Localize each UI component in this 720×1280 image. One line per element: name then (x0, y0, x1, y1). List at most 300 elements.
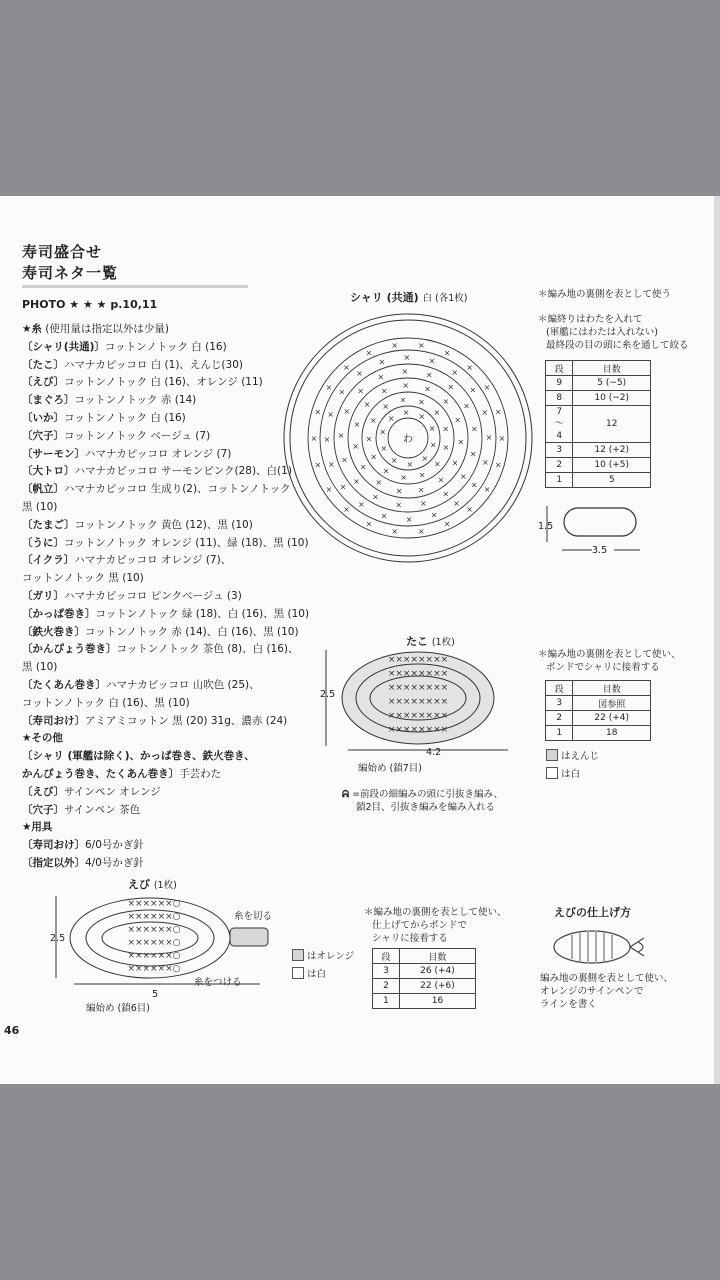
single-crochet-mark: × (375, 478, 383, 488)
ebi-count-table (372, 948, 476, 1009)
material-line (22, 428, 309, 446)
page-number: 46 (4, 1024, 20, 1037)
material-label: 〔えび〕 (22, 376, 65, 389)
ebi-attach-label: 糸をつける (194, 977, 242, 988)
single-crochet-mark: × (498, 434, 506, 443)
tako-chart (318, 648, 518, 758)
table-row (546, 473, 651, 488)
material-label: 〔いか〕 (22, 411, 64, 424)
table-cell: 1 (546, 726, 573, 741)
material-line (22, 588, 309, 606)
material-label: 〔イクラ〕 (22, 554, 75, 567)
single-crochet-mark: × (369, 416, 377, 426)
material-value: コットンノトック 黄色 (12)、黒 (10) (74, 518, 253, 531)
table-row (546, 696, 651, 711)
material-label: 〔シャリ (軍艦は除く)、かっぱ巻き、鉄火巻き、 (22, 750, 255, 763)
title-line-2: 寿司ネタ一覧 (22, 264, 119, 282)
material-line (22, 802, 309, 820)
shari-caption (350, 289, 468, 305)
single-crochet-mark: × (400, 472, 407, 482)
material-line (22, 321, 309, 339)
table-row (373, 964, 476, 979)
single-crochet-mark: × (442, 443, 450, 453)
table-row (546, 443, 651, 458)
single-crochet-mark: × (437, 475, 445, 485)
material-line (22, 499, 309, 517)
single-crochet-mark: × (372, 492, 379, 502)
ebi-caption (128, 876, 177, 892)
table-cell: 26 (+4) (399, 964, 475, 979)
single-crochet-mark: × (482, 457, 489, 467)
table-row (546, 391, 651, 406)
single-crochet-mark: × (391, 340, 398, 350)
table-cell: 図参照 (573, 696, 651, 711)
single-crochet-mark: × (405, 514, 413, 524)
material-line (22, 659, 309, 677)
single-crochet-mark: × (365, 519, 373, 529)
tako-legend (546, 748, 599, 784)
book-page (0, 196, 716, 1084)
material-line (22, 695, 309, 713)
legend-label: は白 (561, 769, 581, 780)
material-label: 〔穴子〕 (22, 429, 64, 442)
table-cell: 2 (546, 711, 573, 726)
single-crochet-mark: × (387, 414, 395, 424)
materials-list (22, 321, 309, 873)
material-label: 〔かんぴょう巻き〕 (22, 643, 117, 656)
material-label: 〔たこ〕 (22, 358, 64, 371)
table-header-cell: 段 (546, 361, 573, 376)
single-crochet-mark: × (353, 419, 361, 429)
material-label: 〔鉄火巻き〕 (22, 625, 85, 638)
material-label: 〔えび〕 (22, 785, 65, 798)
material-label: ★用具 (22, 821, 53, 834)
tako-note-2: ボンドでシャリに接着する (546, 662, 660, 673)
ebi-start-label: 編始め (鎖6目) (86, 1003, 150, 1014)
magic-ring-label: わ (403, 434, 413, 445)
shari-note: 最終段の目の頭に糸を通して絞る (546, 340, 689, 351)
table-header-cell: 目数 (573, 681, 651, 696)
legend-swatch (292, 949, 304, 961)
legend-item (292, 948, 354, 962)
single-crochet-mark: × (457, 437, 465, 447)
tako-symbol-note-1: =前段の細編みの頭に引抜き編み、 (352, 789, 504, 800)
single-crochet-mark: × (359, 462, 367, 472)
material-label: 〔まぐろ〕 (22, 394, 75, 407)
single-crochet-mark: × (434, 459, 441, 469)
single-crochet-mark: × (428, 424, 436, 434)
material-value: ハマナカピッコロ 白 (1)、えんじ(30) (64, 358, 243, 371)
single-crochet-mark: × (390, 456, 398, 466)
single-crochet-mark: × (357, 500, 365, 510)
tako-caption-sub: (1枚) (431, 637, 455, 648)
table-cell: 12 (+2) (573, 443, 651, 458)
table-header-row (546, 361, 651, 376)
material-line (22, 481, 309, 499)
table-cell: 7 〜 4 (546, 406, 573, 443)
single-crochet-mark: × (327, 460, 335, 470)
material-line (22, 819, 309, 837)
stitch-row: ×××××××× (387, 725, 449, 735)
material-label: 〔うに〕 (22, 536, 64, 549)
single-crochet-mark: × (421, 453, 429, 463)
table-row (546, 458, 651, 473)
table-cell: 18 (573, 726, 651, 741)
material-value: 手芸わた (179, 767, 222, 780)
material-value: 4/0号かぎ針 (85, 856, 144, 869)
tako-notes (538, 648, 681, 674)
material-label: 〔たくあん巻き〕 (22, 678, 106, 691)
single-crochet-mark: × (443, 348, 451, 358)
table-header-cell: 段 (546, 681, 573, 696)
ebi-finish-title: えびの仕上げ方 (554, 906, 631, 919)
single-crochet-mark: × (463, 401, 470, 411)
material-line (22, 410, 309, 428)
single-crochet-mark: × (494, 460, 502, 470)
material-value: コットンノトック 白 (16) (104, 340, 227, 353)
table-row (546, 376, 651, 391)
shari-caption-sub: 白 (各1枚) (422, 293, 468, 304)
material-line (22, 837, 309, 855)
shari-note: (軍艦にはわたは入れない) (546, 327, 658, 338)
material-label: 〔穴子〕 (22, 803, 64, 816)
single-crochet-mark: × (442, 396, 450, 406)
single-crochet-mark: × (418, 397, 425, 407)
ebi-caption-text: えび (128, 878, 150, 891)
single-crochet-mark: × (365, 434, 373, 444)
table-header-cell: 目数 (573, 361, 651, 376)
table-cell: 1 (373, 994, 400, 1009)
table-header-cell: 段 (373, 949, 400, 964)
tako-dim-height: 2.5 (320, 689, 336, 700)
single-crochet-mark: × (337, 430, 345, 440)
shari-note: ＊編終りはわたを入れて (538, 314, 643, 325)
shari-notes (538, 288, 689, 352)
material-line (22, 552, 309, 570)
shari-dim-height: 1.5 (538, 521, 554, 532)
material-label: 〔帆立〕 (22, 483, 64, 496)
single-crochet-mark: × (494, 407, 502, 417)
single-crochet-mark: × (343, 505, 350, 515)
table-cell: 1 (546, 473, 573, 488)
stitch-row: ××××××○ (127, 964, 181, 974)
table-header-cell: 目数 (399, 949, 475, 964)
material-line (22, 339, 309, 357)
single-crochet-mark: × (466, 362, 473, 372)
material-value: コットンノトック 緑 (18)、白 (16)、黒 (10) (95, 607, 310, 620)
material-label: 〔たまご〕 (22, 518, 75, 531)
table-cell: 3 (546, 443, 573, 458)
single-crochet-mark: × (447, 382, 455, 392)
single-crochet-mark: × (403, 353, 411, 363)
material-line (22, 713, 309, 731)
book-spine-shadow (714, 196, 720, 1084)
stitch-row: ×××××××× (387, 655, 449, 665)
single-crochet-mark: × (466, 505, 473, 515)
table-cell: 22 (+4) (573, 711, 651, 726)
stitch-row: ××××××○ (127, 925, 181, 935)
single-crochet-mark: × (343, 406, 351, 416)
shari-chart (278, 308, 538, 568)
material-value: サインペン オレンジ (64, 785, 161, 798)
material-label: ★その他 (22, 732, 63, 745)
stitch-row: ×××××××× (387, 669, 449, 679)
ebi-finish-illustration (552, 926, 652, 968)
ebi-note-2: 仕上げてからボンドで (372, 920, 468, 931)
material-label: 〔シャリ(共通)〕 (22, 340, 105, 353)
material-line (22, 570, 309, 588)
table-header-row (373, 949, 476, 964)
ebi-notes (364, 906, 507, 945)
single-crochet-mark: × (356, 369, 363, 379)
tako-symbol-note (342, 788, 503, 814)
single-crochet-mark: × (418, 470, 426, 480)
material-value: (使用量は指定以外は少量) (41, 323, 169, 335)
ebi-dim-width: 5 (152, 989, 159, 1000)
material-label: 〔寿司おけ〕 (22, 714, 85, 727)
material-label: 〔ガリ〕 (22, 589, 64, 602)
single-crochet-mark: × (378, 357, 386, 367)
stitch-row: ××××××○ (127, 951, 181, 961)
table-cell: 10 (+5) (573, 458, 651, 473)
material-value: ハマナカピッコロ 山吹色 (25)、 (106, 678, 260, 691)
single-crochet-mark: × (483, 484, 491, 494)
single-crochet-mark: × (469, 449, 477, 459)
material-label: 〔かっぱ巻き〕 (22, 607, 96, 620)
single-crochet-mark: × (341, 455, 348, 465)
material-line (22, 446, 309, 464)
material-label: ★糸 (22, 323, 42, 335)
stitch-row: ×××××××× (387, 697, 449, 707)
material-value: コットンノトック 白 (16)、オレンジ (11) (64, 376, 263, 389)
stitch-row: ××××××○ (127, 912, 181, 922)
single-crochet-mark: × (417, 485, 425, 495)
single-crochet-mark: × (339, 482, 347, 492)
table-cell: 9 (546, 376, 573, 391)
table-cell: 3 (546, 696, 573, 711)
single-crochet-mark: × (323, 435, 331, 445)
single-crochet-mark: × (481, 407, 489, 417)
single-crochet-mark: × (442, 424, 450, 434)
pull-stitch-symbol-icon: ᕱ (342, 789, 350, 800)
ebi-chart (50, 892, 290, 1002)
single-crochet-mark: × (469, 385, 477, 395)
single-crochet-mark: × (314, 407, 322, 417)
single-crochet-mark: × (420, 499, 427, 509)
material-value: コットンノトック 赤 (14)、白 (16)、黒 (10) (85, 625, 299, 638)
single-crochet-mark: × (381, 386, 388, 396)
tako-caption-text: たこ (406, 635, 428, 648)
ebi-dim-height: 2.5 (50, 933, 66, 944)
ebi-finish-note-3: ラインを書く (540, 999, 597, 1010)
shari-count-table (545, 360, 651, 488)
material-line (22, 784, 309, 802)
single-crochet-mark: × (483, 383, 491, 393)
stitch-row: ×××××××× (387, 711, 449, 721)
ebi-note-1: ＊編み地の裏側を表として使い、 (364, 907, 507, 918)
table-cell: 5 (−5) (573, 376, 651, 391)
single-crochet-mark: × (429, 440, 437, 450)
table-cell: 8 (546, 391, 573, 406)
table-cell: 16 (399, 994, 475, 1009)
table-row (546, 406, 651, 443)
material-value: コットンノトック 茶色 (8)、白 (16)、 (116, 643, 299, 656)
single-crochet-mark: × (402, 381, 410, 391)
material-value: 6/0号かぎ針 (85, 839, 144, 852)
single-crochet-mark: × (395, 486, 403, 496)
single-crochet-mark: × (442, 489, 450, 499)
shari-note: ＊編み地の裏側を表として使う (538, 289, 672, 300)
legend-swatch (546, 749, 558, 761)
table-row (373, 994, 476, 1009)
table-cell: 2 (546, 458, 573, 473)
material-label: 〔サーモン〕 (22, 447, 85, 460)
tail-section (230, 928, 268, 946)
material-value: 黒 (10) (22, 500, 58, 513)
single-crochet-mark: × (314, 460, 322, 470)
material-value: コットンノトック 白 (16)、黒 (10) (22, 696, 190, 709)
material-value: コットンノトック 白 (16) (64, 411, 186, 424)
legend-item (546, 748, 599, 762)
material-label: 〔大トロ〕 (22, 465, 75, 478)
material-value: コットンノトック 赤 (14) (74, 394, 197, 407)
material-line (22, 357, 309, 375)
material-line (22, 677, 309, 695)
single-crochet-mark: × (471, 424, 478, 434)
material-value: ハマナカピッコロ オレンジ (7)、 (74, 554, 232, 567)
legend-label: は白 (307, 969, 327, 980)
single-crochet-mark: × (391, 527, 398, 537)
single-crochet-mark: × (363, 400, 371, 410)
single-crochet-mark: × (402, 408, 410, 418)
tako-caption (406, 633, 455, 649)
single-crochet-mark: × (382, 466, 390, 476)
single-crochet-mark: × (428, 356, 436, 366)
material-label: かんぴょう巻き、たくあん巻き〕 (22, 767, 180, 780)
material-value: コットンノトック オレンジ (11)、緑 (18)、黒 (10) (64, 536, 309, 549)
stitch-row: ××××××○ (127, 899, 181, 909)
table-row (373, 979, 476, 994)
single-crochet-mark: × (451, 458, 459, 468)
material-line (22, 766, 309, 784)
material-label: 〔寿司おけ〕 (22, 839, 85, 852)
material-line (22, 517, 309, 535)
material-value: ハマナカピッコロ サーモンピンク(28)、白(1) (74, 465, 292, 478)
single-crochet-mark: × (382, 402, 389, 412)
single-crochet-mark: × (338, 387, 346, 397)
single-crochet-mark: × (401, 367, 409, 377)
material-value: コットンノトック 黒 (10) (22, 572, 144, 585)
table-cell: 3 (373, 964, 400, 979)
material-line (22, 855, 309, 873)
material-value: ハマナカピッコロ ピンクベージュ (3) (64, 589, 242, 602)
material-line (22, 463, 309, 481)
ebi-finish-notes (540, 972, 673, 1011)
single-crochet-mark: × (485, 432, 493, 442)
legend-item (546, 766, 599, 780)
material-line (22, 535, 309, 553)
single-crochet-mark: × (406, 459, 414, 469)
legend-swatch (292, 967, 304, 979)
single-crochet-mark: × (353, 476, 360, 486)
material-value: コットンノトック ベージュ (7) (64, 429, 211, 442)
single-crochet-mark: × (399, 395, 407, 405)
table-row (546, 726, 651, 741)
single-crochet-mark: × (424, 384, 431, 394)
material-line (22, 624, 309, 642)
ebi-finish-note-1: 編み地の裏側を表として使い、 (540, 973, 674, 984)
material-line (22, 748, 309, 766)
table-row (546, 711, 651, 726)
single-crochet-mark: × (343, 362, 350, 372)
table-cell: 22 (+6) (399, 979, 475, 994)
single-crochet-mark: × (443, 519, 451, 529)
single-crochet-mark: × (451, 367, 459, 377)
single-crochet-mark: × (379, 427, 387, 437)
single-crochet-mark: × (365, 348, 373, 358)
single-crochet-mark: × (418, 340, 425, 350)
title-rule (22, 285, 248, 288)
ebi-cut-label: 糸を切る (234, 911, 273, 922)
single-crochet-mark: × (325, 484, 333, 494)
legend-swatch (546, 767, 558, 779)
legend-label: はオレンジ (307, 951, 355, 962)
shari-dim-width: 3.5 (592, 545, 608, 556)
tako-start-label: 編始め (鎖7目) (358, 763, 422, 774)
table-cell: 12 (573, 406, 651, 443)
single-crochet-mark: × (377, 372, 385, 382)
single-crochet-mark: × (418, 527, 425, 537)
material-value: サインペン 茶色 (64, 803, 141, 816)
material-value: アミアミコットン 黒 (20) 31g、濃赤 (24) (85, 714, 288, 727)
ebi-finish-note-2: オレンジのサインペンで (540, 986, 644, 997)
single-crochet-mark: × (430, 510, 438, 520)
single-crochet-mark: × (310, 434, 318, 443)
single-crochet-mark: × (453, 498, 460, 508)
page-title (22, 242, 118, 284)
single-crochet-mark: × (370, 452, 377, 462)
single-crochet-mark: × (380, 443, 388, 453)
single-crochet-mark: × (459, 471, 467, 481)
single-crochet-mark: × (395, 500, 403, 510)
stitch-row: ×××××××× (387, 683, 449, 693)
ebi-legend (292, 948, 354, 984)
single-crochet-mark: × (325, 383, 333, 393)
material-line (22, 392, 309, 410)
tako-dim-width: 4.2 (426, 747, 442, 758)
table-cell: 5 (573, 473, 651, 488)
single-crochet-mark: × (454, 415, 462, 425)
ebi-caption-sub: (1枚) (153, 880, 177, 891)
material-line (22, 730, 309, 748)
legend-item (292, 966, 354, 980)
tako-symbol-note-2: 鎖2目、引抜き編みを編み入れる (356, 802, 496, 813)
single-crochet-mark: × (357, 386, 364, 396)
material-value: 黒 (10) (22, 661, 58, 674)
material-value: ハマナカピッコロ オレンジ (7) (85, 447, 232, 460)
single-crochet-mark: × (425, 370, 433, 380)
tako-count-table (545, 680, 651, 741)
material-value: ハマナカピッコロ 生成り(2)、コットンノトック (64, 483, 291, 496)
shari-caption-text: シャリ (共通) (350, 291, 419, 304)
title-line-1: 寿司盛合せ (22, 243, 103, 261)
table-header-row (546, 681, 651, 696)
material-label: 〔指定以外〕 (22, 856, 85, 869)
table-cell: 2 (373, 979, 400, 994)
tako-note-1: ＊編み地の裏側を表として使い、 (538, 649, 681, 660)
single-crochet-mark: × (352, 441, 359, 451)
photo-reference: PHOTO ★ ★ ★ p.10,11 (22, 298, 158, 311)
